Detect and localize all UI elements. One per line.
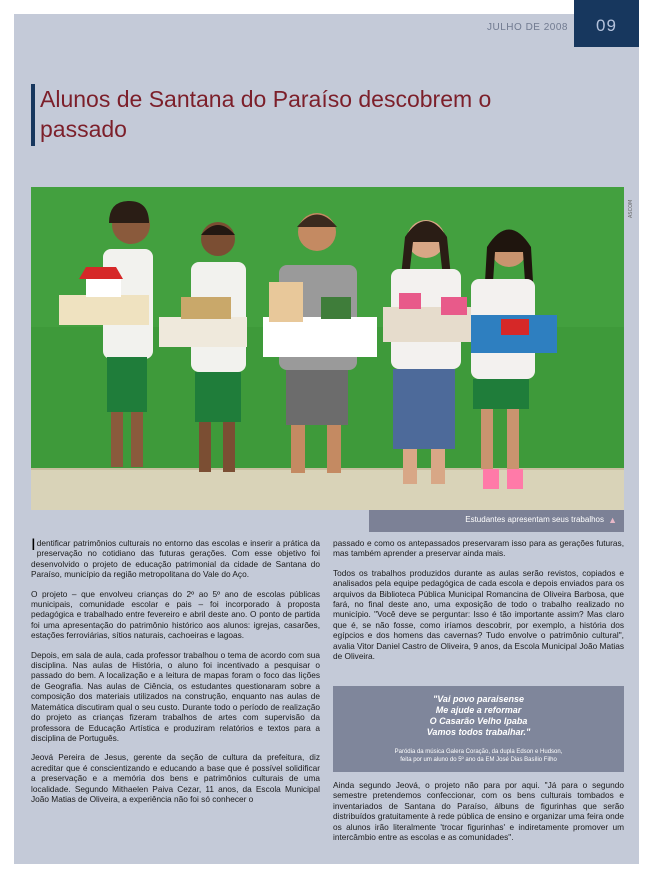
issue-date: JULHO DE 2008 (487, 22, 568, 33)
article-column-2 (333, 538, 624, 670)
photo-credit-text: ASCOM (628, 199, 634, 218)
page-number: 09 (596, 16, 617, 35)
paragraph-1 (31, 535, 320, 580)
article-column-1 (31, 535, 320, 813)
article-title: Alunos de Santana do Paraíso descobrem o passado (40, 86, 492, 142)
paragraph-4: Jeová Pereira de Jesus, gerente da seção de cultura da prefeitura, diz acreditar que é conscientizando e educando a base que é possível solidificar a preservação e a memória dos bens e patrimônios culturais de uma localidade. Segundo Mithaelen Paiva Cezar, 11 anos, da Escola Municipal João Matias de Oliveira, a experiência não foi só conhecer o (31, 752, 320, 804)
article-photo (31, 187, 624, 510)
photo-credit (626, 190, 634, 218)
paragraph-3: Depois, em sala de aula, cada professor trabalhou o tema de acordo com sua disciplina. Nas aulas de História, o aluno foi incentivado a pesquisar o passado do bem. A localização e a leitura de mapas foram o foco das lições de Geografia. Nas aulas de Ciência, os estudantes questionaram sobre a composição dos materiais utilizados na construção, enquanto nas aulas de Matemática discutiram qual o seu custo. Durante todo o período de realização do projeto as crianças fizeram trabalhos de artes com supervisão da professora de Educação Artística e produziram relatórios e textos para a disciplina de Português. (31, 649, 320, 743)
chevron-up-icon: ▲ (608, 515, 617, 525)
title-accent-bar (31, 84, 35, 146)
paragraph-1-text: dentificar patrimônios culturais no entorno das escolas e inserir a prática da preservação no cotidiano das futuras gerações. Com esse objetivo foi desenvolvido o projeto de educação patrimonial da cidade de Santana do Paraíso, município da região metropolitana do Vale do Aço. (31, 538, 320, 580)
article-column-2-bottom (333, 780, 624, 851)
photo-caption-bar (369, 510, 624, 532)
paragraph-6: Todos os trabalhos produzidos durante as aulas serão revistos, copiados e analisados pela equipe pedagógica de cada escola e depois enviados para os arquivos da Biblioteca Pública Municipal Romancina de Oliveira Barbosa, que fará, no final deste ano, uma exposição de todo o trabalho realizado no município. "Você deve se perguntar: Isso é tão importante assim? Mas claro que é, se não fosse, como iríamos descobrir, por exemplo, a história dos egípcios e dos homens das cavernas? Tudo envolve o patrimônio cultural", avalia Vitor Daniel Castro de Oliveira, 9 anos, da Escola Municipal João Matias de Oliveira. (333, 567, 624, 662)
pull-quote: "Vai povo paraisense Me ajude a reformar O Casarão Velho Ipaba Vamos todos trabalhar." (426, 694, 531, 737)
dropcap: I (31, 535, 36, 554)
paragraph-7: Ainda segundo Jeová, o projeto não para por aqui. "Já para o segundo semestre pretendemos confeccionar, com os bens culturais tombados e inventariados de Santana do Paraíso, álbuns de figurinhas que serão distribuídos gratuitamente à rede pública de ensino e organizar uma feira onde os alunos irão literalmente 'trocar figurinhas' e indiretamente promover um intercâmbio entre as escolas e as comunidades". (333, 780, 624, 843)
pull-quote-source: Paródia da música Galera Coração, da dupla Edson e Hudson, feita por um aluno do 5º ano da EM José Dias Basílio Filho (394, 749, 563, 763)
paragraph-2: O projeto – que envolveu crianças do 2º ao 5º ano de escolas públicas municipais, comunidade escolar e pais – foi incorporado à proposta pedagógica e trabalhado entre fevereiro e abril deste ano. O ponto de partida foi uma apresentação do patrimônio histórico aos alunos: igrejas, casarões, estações ferroviárias, sítios naturais, cachoeiras e lagoas. (31, 588, 320, 641)
paragraph-5: passado e como os antepassados preservaram isso para as gerações futuras, mas também aprender a preservar ainda mais. (333, 538, 624, 559)
page-number-box (574, 0, 639, 47)
pull-quote-box (333, 686, 624, 772)
photo-caption: Estudantes apresentam seus trabalhos (465, 515, 604, 524)
